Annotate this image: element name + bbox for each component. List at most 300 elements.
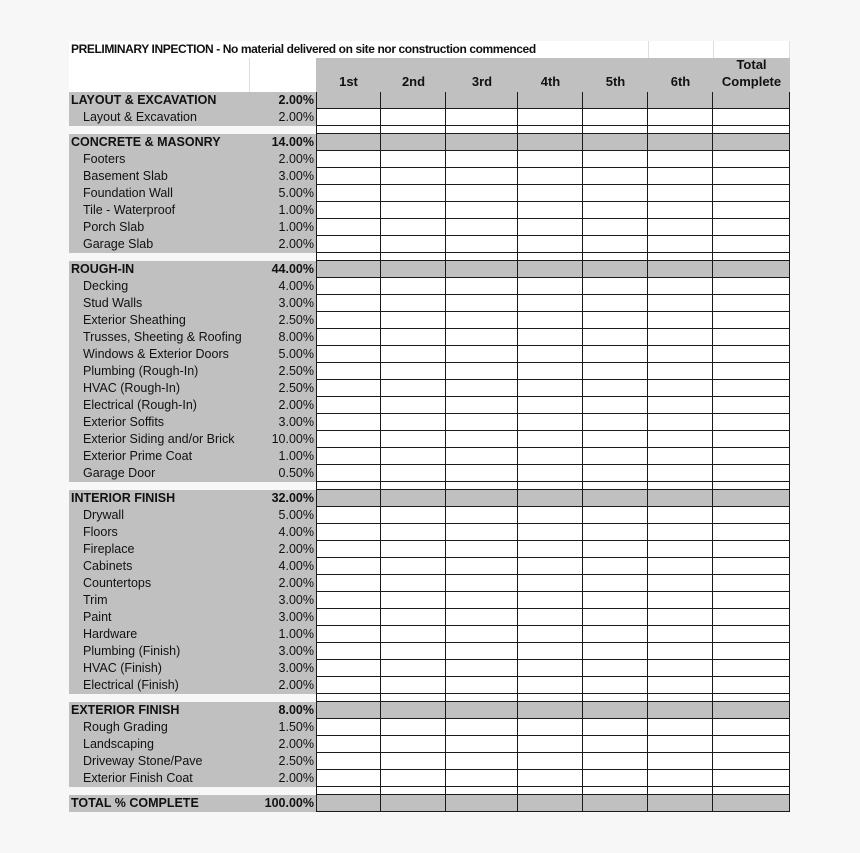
item-row-cell[interactable]	[648, 363, 713, 380]
item-row-cell[interactable]	[381, 278, 446, 295]
item-row-cell[interactable]	[648, 660, 713, 677]
item-row-cell[interactable]	[648, 236, 713, 253]
section-row-cell[interactable]	[518, 261, 583, 278]
item-row-cell[interactable]	[713, 363, 790, 380]
item-row-cell[interactable]	[583, 660, 648, 677]
item-row-cell[interactable]	[518, 236, 583, 253]
item-row-cell[interactable]	[381, 202, 446, 219]
item-row-cell[interactable]	[446, 575, 518, 592]
section-row-cell[interactable]	[446, 490, 518, 507]
item-row-cell[interactable]	[316, 753, 381, 770]
item-row-cell[interactable]	[648, 524, 713, 541]
item-row-cell[interactable]	[381, 465, 446, 482]
item-row-cell[interactable]	[648, 643, 713, 660]
item-row-cell[interactable]	[583, 363, 648, 380]
item-row-cell[interactable]	[648, 278, 713, 295]
total-row-cell[interactable]	[446, 795, 518, 812]
item-row-cell[interactable]	[713, 448, 790, 465]
item-row-cell[interactable]	[446, 592, 518, 609]
spacer-row-cell[interactable]	[518, 126, 583, 134]
item-row-cell[interactable]	[316, 448, 381, 465]
spacer-row-cell[interactable]	[583, 694, 648, 702]
item-row-cell[interactable]	[316, 677, 381, 694]
item-row-cell[interactable]	[316, 202, 381, 219]
item-row-cell[interactable]	[713, 219, 790, 236]
item-row-cell[interactable]	[583, 592, 648, 609]
spacer-row-cell[interactable]	[713, 787, 790, 795]
item-row-cell[interactable]	[446, 312, 518, 329]
spacer-row-cell[interactable]	[446, 126, 518, 134]
item-row-cell[interactable]	[316, 719, 381, 736]
item-row-cell[interactable]	[713, 677, 790, 694]
item-row-cell[interactable]	[316, 558, 381, 575]
item-row-cell[interactable]	[446, 295, 518, 312]
item-row-cell[interactable]	[583, 575, 648, 592]
item-row-cell[interactable]	[381, 431, 446, 448]
section-row-cell[interactable]	[381, 702, 446, 719]
item-row-cell[interactable]	[713, 109, 790, 126]
item-row-cell[interactable]	[381, 312, 446, 329]
item-row-cell[interactable]	[648, 329, 713, 346]
section-row-cell[interactable]	[446, 92, 518, 109]
item-row-cell[interactable]	[713, 236, 790, 253]
item-row-cell[interactable]	[518, 592, 583, 609]
section-row-cell[interactable]	[713, 490, 790, 507]
spacer-row-cell[interactable]	[316, 694, 381, 702]
item-row-cell[interactable]	[583, 151, 648, 168]
item-row-cell[interactable]	[648, 414, 713, 431]
item-row-cell[interactable]	[713, 380, 790, 397]
item-row-cell[interactable]	[713, 592, 790, 609]
section-row-cell[interactable]	[713, 134, 790, 151]
spacer-row-cell[interactable]	[316, 787, 381, 795]
spacer-row-cell[interactable]	[518, 787, 583, 795]
item-row-cell[interactable]	[316, 575, 381, 592]
item-row-cell[interactable]	[316, 329, 381, 346]
item-row-cell[interactable]	[713, 312, 790, 329]
spacer-row-cell[interactable]	[381, 126, 446, 134]
spacer-row-cell[interactable]	[583, 787, 648, 795]
spacer-row-cell[interactable]	[446, 787, 518, 795]
item-row-cell[interactable]	[381, 380, 446, 397]
item-row-cell[interactable]	[446, 643, 518, 660]
item-row-cell[interactable]	[583, 329, 648, 346]
section-row-cell[interactable]	[518, 490, 583, 507]
item-row-cell[interactable]	[446, 677, 518, 694]
item-row-cell[interactable]	[518, 507, 583, 524]
spacer-row-cell[interactable]	[381, 253, 446, 261]
item-row-cell[interactable]	[381, 295, 446, 312]
spacer-row-cell[interactable]	[648, 694, 713, 702]
item-row-cell[interactable]	[648, 168, 713, 185]
item-row-cell[interactable]	[518, 329, 583, 346]
item-row-cell[interactable]	[381, 575, 446, 592]
section-row-cell[interactable]	[583, 92, 648, 109]
section-row-cell[interactable]	[381, 134, 446, 151]
item-row-cell[interactable]	[381, 109, 446, 126]
item-row-cell[interactable]	[583, 507, 648, 524]
section-row-cell[interactable]	[316, 702, 381, 719]
item-row-cell[interactable]	[381, 677, 446, 694]
item-row-cell[interactable]	[583, 346, 648, 363]
item-row-cell[interactable]	[381, 643, 446, 660]
item-row-cell[interactable]	[648, 719, 713, 736]
item-row-cell[interactable]	[713, 643, 790, 660]
item-row-cell[interactable]	[446, 219, 518, 236]
spacer-row-cell[interactable]	[518, 253, 583, 261]
item-row-cell[interactable]	[316, 465, 381, 482]
item-row-cell[interactable]	[583, 643, 648, 660]
item-row-cell[interactable]	[518, 219, 583, 236]
item-row-cell[interactable]	[446, 448, 518, 465]
item-row-cell[interactable]	[713, 660, 790, 677]
total-row-cell[interactable]	[381, 795, 446, 812]
item-row-cell[interactable]	[518, 414, 583, 431]
item-row-cell[interactable]	[316, 507, 381, 524]
section-row-cell[interactable]	[381, 490, 446, 507]
item-row-cell[interactable]	[316, 397, 381, 414]
item-row-cell[interactable]	[381, 346, 446, 363]
item-row-cell[interactable]	[583, 295, 648, 312]
spacer-row-cell[interactable]	[648, 482, 713, 490]
item-row-cell[interactable]	[446, 431, 518, 448]
item-row-cell[interactable]	[518, 541, 583, 558]
item-row-cell[interactable]	[648, 448, 713, 465]
item-row-cell[interactable]	[518, 346, 583, 363]
section-row-cell[interactable]	[713, 261, 790, 278]
item-row-cell[interactable]	[446, 736, 518, 753]
spacer-row-cell[interactable]	[518, 482, 583, 490]
item-row-cell[interactable]	[446, 363, 518, 380]
item-row-cell[interactable]	[316, 168, 381, 185]
item-row-cell[interactable]	[518, 431, 583, 448]
item-row-cell[interactable]	[713, 295, 790, 312]
spacer-row-cell[interactable]	[713, 694, 790, 702]
item-row-cell[interactable]	[518, 185, 583, 202]
section-row-cell[interactable]	[583, 490, 648, 507]
item-row-cell[interactable]	[316, 609, 381, 626]
item-row-cell[interactable]	[648, 202, 713, 219]
item-row-cell[interactable]	[518, 397, 583, 414]
item-row-cell[interactable]	[583, 719, 648, 736]
item-row-cell[interactable]	[583, 202, 648, 219]
item-row-cell[interactable]	[518, 278, 583, 295]
item-row-cell[interactable]	[381, 397, 446, 414]
item-row-cell[interactable]	[713, 626, 790, 643]
spacer-row-cell[interactable]	[446, 253, 518, 261]
item-row-cell[interactable]	[381, 236, 446, 253]
item-row-cell[interactable]	[648, 380, 713, 397]
spacer-row-cell[interactable]	[713, 253, 790, 261]
section-row-cell[interactable]	[648, 134, 713, 151]
spacer-row-cell[interactable]	[713, 126, 790, 134]
item-row-cell[interactable]	[381, 151, 446, 168]
section-row-cell[interactable]	[648, 490, 713, 507]
item-row-cell[interactable]	[316, 151, 381, 168]
item-row-cell[interactable]	[583, 185, 648, 202]
item-row-cell[interactable]	[381, 524, 446, 541]
item-row-cell[interactable]	[648, 753, 713, 770]
item-row-cell[interactable]	[713, 431, 790, 448]
item-row-cell[interactable]	[446, 753, 518, 770]
item-row-cell[interactable]	[713, 753, 790, 770]
item-row-cell[interactable]	[381, 736, 446, 753]
item-row-cell[interactable]	[713, 397, 790, 414]
section-row-cell[interactable]	[713, 702, 790, 719]
spacer-row-cell[interactable]	[316, 253, 381, 261]
total-row-cell[interactable]	[583, 795, 648, 812]
item-row-cell[interactable]	[316, 736, 381, 753]
spacer-row-cell[interactable]	[648, 253, 713, 261]
item-row-cell[interactable]	[648, 431, 713, 448]
spacer-row-cell[interactable]	[518, 694, 583, 702]
item-row-cell[interactable]	[583, 448, 648, 465]
item-row-cell[interactable]	[583, 677, 648, 694]
item-row-cell[interactable]	[381, 753, 446, 770]
item-row-cell[interactable]	[648, 592, 713, 609]
item-row-cell[interactable]	[648, 346, 713, 363]
item-row-cell[interactable]	[713, 609, 790, 626]
item-row-cell[interactable]	[446, 660, 518, 677]
item-row-cell[interactable]	[446, 202, 518, 219]
item-row-cell[interactable]	[381, 219, 446, 236]
item-row-cell[interactable]	[583, 431, 648, 448]
item-row-cell[interactable]	[518, 770, 583, 787]
item-row-cell[interactable]	[381, 719, 446, 736]
item-row-cell[interactable]	[583, 219, 648, 236]
item-row-cell[interactable]	[713, 278, 790, 295]
item-row-cell[interactable]	[648, 109, 713, 126]
item-row-cell[interactable]	[648, 609, 713, 626]
item-row-cell[interactable]	[518, 677, 583, 694]
item-row-cell[interactable]	[583, 278, 648, 295]
spacer-row-cell[interactable]	[446, 482, 518, 490]
item-row-cell[interactable]	[518, 736, 583, 753]
item-row-cell[interactable]	[316, 312, 381, 329]
spacer-row-cell[interactable]	[316, 126, 381, 134]
item-row-cell[interactable]	[446, 609, 518, 626]
spacer-row-cell[interactable]	[713, 482, 790, 490]
item-row-cell[interactable]	[446, 278, 518, 295]
item-row-cell[interactable]	[713, 185, 790, 202]
item-row-cell[interactable]	[446, 541, 518, 558]
item-row-cell[interactable]	[583, 236, 648, 253]
spacer-row-cell[interactable]	[583, 126, 648, 134]
item-row-cell[interactable]	[518, 380, 583, 397]
item-row-cell[interactable]	[381, 541, 446, 558]
item-row-cell[interactable]	[518, 202, 583, 219]
item-row-cell[interactable]	[381, 558, 446, 575]
item-row-cell[interactable]	[446, 414, 518, 431]
item-row-cell[interactable]	[713, 151, 790, 168]
item-row-cell[interactable]	[713, 524, 790, 541]
item-row-cell[interactable]	[381, 414, 446, 431]
item-row-cell[interactable]	[648, 558, 713, 575]
section-row-cell[interactable]	[316, 490, 381, 507]
item-row-cell[interactable]	[518, 719, 583, 736]
section-row-cell[interactable]	[316, 92, 381, 109]
item-row-cell[interactable]	[648, 541, 713, 558]
item-row-cell[interactable]	[316, 524, 381, 541]
item-row-cell[interactable]	[518, 558, 583, 575]
item-row-cell[interactable]	[446, 397, 518, 414]
spacer-row-cell[interactable]	[381, 787, 446, 795]
item-row-cell[interactable]	[583, 465, 648, 482]
item-row-cell[interactable]	[518, 609, 583, 626]
item-row-cell[interactable]	[381, 185, 446, 202]
item-row-cell[interactable]	[446, 626, 518, 643]
item-row-cell[interactable]	[518, 168, 583, 185]
item-row-cell[interactable]	[583, 770, 648, 787]
section-row-cell[interactable]	[648, 261, 713, 278]
spacer-row-cell[interactable]	[583, 482, 648, 490]
item-row-cell[interactable]	[583, 397, 648, 414]
total-row-cell[interactable]	[648, 795, 713, 812]
item-row-cell[interactable]	[583, 312, 648, 329]
item-row-cell[interactable]	[446, 465, 518, 482]
item-row-cell[interactable]	[518, 151, 583, 168]
section-row-cell[interactable]	[381, 92, 446, 109]
item-row-cell[interactable]	[381, 626, 446, 643]
item-row-cell[interactable]	[518, 312, 583, 329]
item-row-cell[interactable]	[648, 770, 713, 787]
item-row-cell[interactable]	[713, 575, 790, 592]
item-row-cell[interactable]	[518, 524, 583, 541]
item-row-cell[interactable]	[583, 753, 648, 770]
item-row-cell[interactable]	[518, 109, 583, 126]
item-row-cell[interactable]	[381, 363, 446, 380]
item-row-cell[interactable]	[446, 380, 518, 397]
item-row-cell[interactable]	[518, 753, 583, 770]
total-row-cell[interactable]	[316, 795, 381, 812]
item-row-cell[interactable]	[648, 736, 713, 753]
item-row-cell[interactable]	[446, 346, 518, 363]
total-row-cell[interactable]	[518, 795, 583, 812]
item-row-cell[interactable]	[713, 168, 790, 185]
item-row-cell[interactable]	[583, 109, 648, 126]
item-row-cell[interactable]	[446, 185, 518, 202]
item-row-cell[interactable]	[648, 465, 713, 482]
item-row-cell[interactable]	[316, 109, 381, 126]
item-row-cell[interactable]	[316, 185, 381, 202]
item-row-cell[interactable]	[648, 185, 713, 202]
item-row-cell[interactable]	[518, 660, 583, 677]
item-row-cell[interactable]	[381, 660, 446, 677]
spacer-row-cell[interactable]	[583, 253, 648, 261]
section-row-cell[interactable]	[648, 702, 713, 719]
item-row-cell[interactable]	[518, 295, 583, 312]
item-row-cell[interactable]	[518, 575, 583, 592]
item-row-cell[interactable]	[381, 329, 446, 346]
item-row-cell[interactable]	[713, 770, 790, 787]
item-row-cell[interactable]	[381, 609, 446, 626]
item-row-cell[interactable]	[316, 592, 381, 609]
section-row-cell[interactable]	[381, 261, 446, 278]
item-row-cell[interactable]	[316, 541, 381, 558]
item-row-cell[interactable]	[518, 448, 583, 465]
item-row-cell[interactable]	[316, 278, 381, 295]
item-row-cell[interactable]	[381, 448, 446, 465]
spacer-row-cell[interactable]	[381, 694, 446, 702]
item-row-cell[interactable]	[648, 677, 713, 694]
section-row-cell[interactable]	[713, 92, 790, 109]
section-row-cell[interactable]	[648, 92, 713, 109]
item-row-cell[interactable]	[316, 414, 381, 431]
item-row-cell[interactable]	[446, 109, 518, 126]
section-row-cell[interactable]	[583, 702, 648, 719]
item-row-cell[interactable]	[583, 736, 648, 753]
item-row-cell[interactable]	[446, 524, 518, 541]
spacer-row-cell[interactable]	[446, 694, 518, 702]
item-row-cell[interactable]	[648, 575, 713, 592]
item-row-cell[interactable]	[583, 524, 648, 541]
item-row-cell[interactable]	[713, 507, 790, 524]
section-row-cell[interactable]	[446, 702, 518, 719]
total-row-cell[interactable]	[713, 795, 790, 812]
item-row-cell[interactable]	[648, 626, 713, 643]
item-row-cell[interactable]	[446, 558, 518, 575]
item-row-cell[interactable]	[381, 168, 446, 185]
item-row-cell[interactable]	[648, 219, 713, 236]
item-row-cell[interactable]	[648, 507, 713, 524]
item-row-cell[interactable]	[713, 736, 790, 753]
item-row-cell[interactable]	[713, 465, 790, 482]
item-row-cell[interactable]	[381, 592, 446, 609]
item-row-cell[interactable]	[446, 151, 518, 168]
section-row-cell[interactable]	[518, 92, 583, 109]
section-row-cell[interactable]	[316, 134, 381, 151]
spacer-row-cell[interactable]	[648, 787, 713, 795]
spacer-row-cell[interactable]	[381, 482, 446, 490]
item-row-cell[interactable]	[583, 609, 648, 626]
item-row-cell[interactable]	[648, 295, 713, 312]
item-row-cell[interactable]	[583, 626, 648, 643]
item-row-cell[interactable]	[713, 719, 790, 736]
item-row-cell[interactable]	[713, 346, 790, 363]
item-row-cell[interactable]	[316, 770, 381, 787]
section-row-cell[interactable]	[518, 134, 583, 151]
item-row-cell[interactable]	[583, 414, 648, 431]
item-row-cell[interactable]	[381, 507, 446, 524]
section-row-cell[interactable]	[446, 261, 518, 278]
item-row-cell[interactable]	[583, 380, 648, 397]
item-row-cell[interactable]	[316, 380, 381, 397]
section-row-cell[interactable]	[583, 134, 648, 151]
item-row-cell[interactable]	[316, 626, 381, 643]
item-row-cell[interactable]	[518, 643, 583, 660]
item-row-cell[interactable]	[713, 414, 790, 431]
item-row-cell[interactable]	[316, 431, 381, 448]
item-row-cell[interactable]	[713, 202, 790, 219]
item-row-cell[interactable]	[316, 219, 381, 236]
item-row-cell[interactable]	[713, 541, 790, 558]
spacer-row-cell[interactable]	[648, 126, 713, 134]
item-row-cell[interactable]	[381, 770, 446, 787]
item-row-cell[interactable]	[518, 626, 583, 643]
item-row-cell[interactable]	[446, 329, 518, 346]
item-row-cell[interactable]	[316, 295, 381, 312]
item-row-cell[interactable]	[316, 660, 381, 677]
item-row-cell[interactable]	[583, 168, 648, 185]
spacer-row-cell[interactable]	[316, 482, 381, 490]
item-row-cell[interactable]	[648, 397, 713, 414]
item-row-cell[interactable]	[446, 507, 518, 524]
item-row-cell[interactable]	[446, 719, 518, 736]
section-row-cell[interactable]	[446, 134, 518, 151]
item-row-cell[interactable]	[713, 329, 790, 346]
item-row-cell[interactable]	[648, 312, 713, 329]
item-row-cell[interactable]	[648, 151, 713, 168]
